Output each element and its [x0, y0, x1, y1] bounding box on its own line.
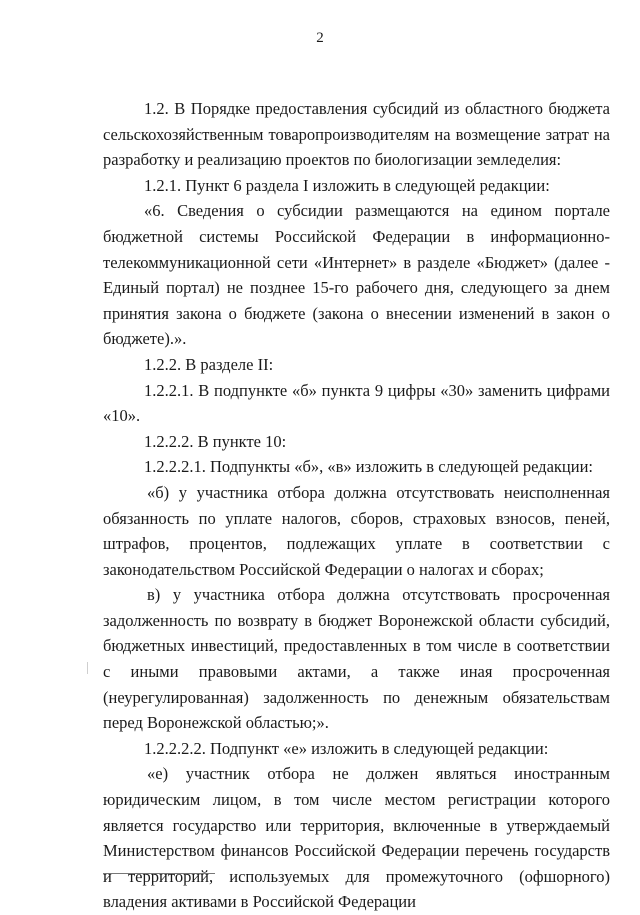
paragraph-1-2-2-2-1: 1.2.2.2.1. Подпункты «б», «в» изложить в следующей редакции:: [144, 457, 593, 477]
footnote-separator: [103, 873, 215, 874]
paragraph-1-2-1: 1.2.1. Пункт 6 раздела I изложить в следующей редакции:: [144, 175, 550, 195]
paragraph-1-2-2: 1.2.2. В разделе II:: [144, 354, 274, 374]
paragraph-point-6-text: «6. Сведения о субсидии размещаются на едином портале бюджетной системы Российской Федерации в информационно-телекоммуникационной сети «Интернет» в разделе «Бюджет» (далее - Единый портал) не позднее 15-го рабочего дня, следующего за днем принятия закона о бюджете (закона о внесении изменений в закон о бюджете).».: [103, 201, 610, 349]
paragraph-1-2-2-2: 1.2.2.2. В пункте 10:: [144, 431, 287, 451]
paragraph-subpoint-e: «е) участник отбора не должен являться иностранным юридическим лицом, в том числе местом регистрации которого является государство или территория, включенные в утверждаемый Министерством финансов Российской Федерации перечень государств и территорий, используемых для промежуточного (офшорного) владения активами в Российской Федерации: [103, 764, 610, 912]
page-number: 2: [316, 30, 324, 46]
paragraph-1-2-2-1: 1.2.2.1. В подпункте «б» пункта 9 цифры «30» заменить цифрами «10».: [103, 380, 610, 426]
paragraph-subpoint-v: в) у участника отбора должна отсутствовать просроченная задолженность по возврату в бюджет Воронежской области субсидий, бюджетных инвестиций, предоставленных в том числе в соответствии с иными правовыми актами, а также иная просроченная (неурегулированная) задолженность по денежным обязательствам перед Воронежской областью;».: [103, 585, 610, 733]
margin-mark: [87, 662, 88, 674]
paragraph-1-2-2-2-2: 1.2.2.2.2. Подпункт «е» изложить в следующей редакции:: [144, 738, 549, 758]
document-body: [103, 96, 610, 915]
paragraph-subpoint-b: «б) у участника отбора должна отсутствовать неисполненная обязанность по уплате налогов, сборов, страховых взносов, пеней, штрафов, процентов, подлежащих уплате в соответствии с законодательством Российской Федерации о налогах и сборах;: [103, 482, 610, 579]
paragraph-1-2: 1.2. В Порядке предоставления субсидий из областного бюджета сельскохозяйственным товаропроизводителям на возмещение затрат на разработку и реализацию проектов по биологизации земледелия:: [103, 99, 610, 170]
